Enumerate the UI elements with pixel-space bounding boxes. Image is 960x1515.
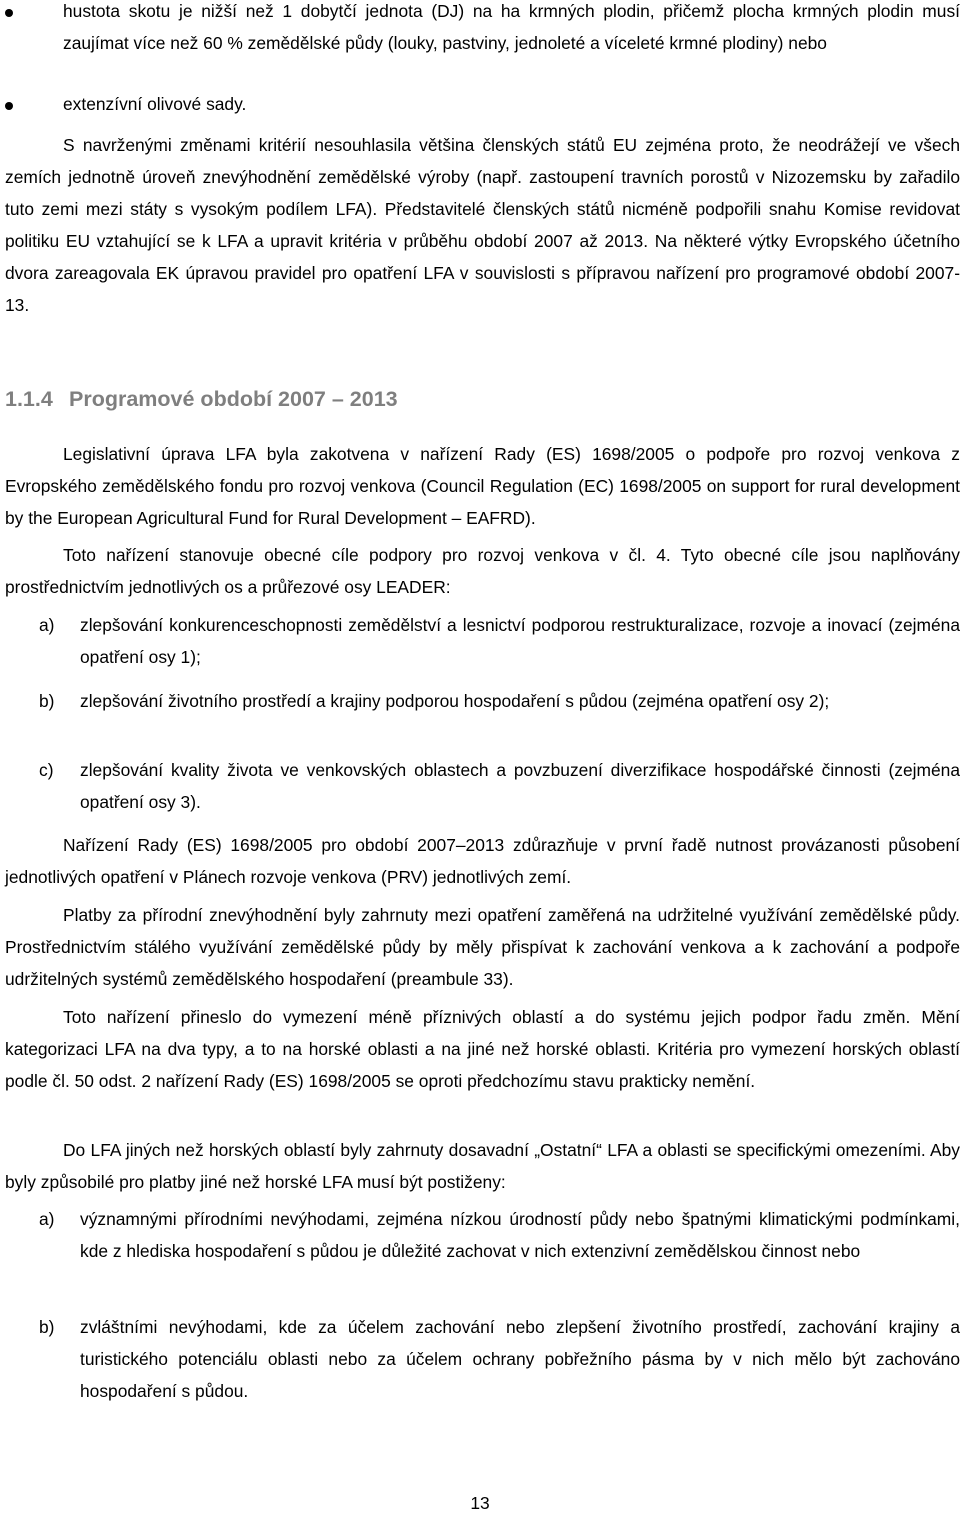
list-text: významnými přírodními nevýhodami, zejména nízkou úrodností půdy nebo špatnými klimatickými podmínkami, kde z hlediska hospodaření s půdou je důležité zachovat v nich extenzivní zemědělskou činnost nebo [80,1209,960,1261]
list-marker: b) [39,691,55,711]
list-text: zlepšování kvality života ve venkovských oblastech a povzbuzení diverzifikace hospodářské činnosti (zejména opatření osy 3). [80,760,960,812]
list-text: zlepšování konkurenceschopnosti zemědělství a lesnictví podporou restrukturalizace, rozvoje a inovací (zejména opatření osy 1); [80,615,960,667]
bullet-text: hustota skotu je nižší než 1 dobytčí jednota (DJ) na ha krmných plodin, přičemž plocha krmných plodin musí zaujímat více než 60 % zemědělské půdy (louky, pastviny, jednoleté a víceleté krmné plodiny) nebo [63,1,960,53]
section-number: 1.1.4 [5,387,53,411]
bullet-dot-icon [5,102,13,110]
paragraph-payments: Platby za přírodní znevýhodnění byly zahrnuty mezi opatření zaměřená na udržitelné využívání zemědělské půdy. Prostřednictvím stálého využívání zemědělské půdy by měly přispívat k zachování venkova a k zachování a podpoře udržitelných systémů zemědělského hospodaření (preambule 33). [5,905,960,989]
paragraph-emphasis: Nařízení Rady (ES) 1698/2005 pro období 2007–2013 zdůrazňuje v první řadě nutnost provázanosti působení jednotlivých opatření v Plánech rozvoje venkova (PRV) jednotlivých zemí. [5,835,960,887]
paragraph-intro: S navrženými změnami kritérií nesouhlasila většina členských států EU zejména proto, že neodrážejí ve všech zemích jednotně úroveň znevýhodnění zemědělské výroby (např. zastoupení travních porostů v Nizozemsku by zařadilo tuto zemi mezi státy s vysokým podílem LFA). Představitelé členských států nicméně podpořili snahu Komise revidovat politiku EU vztahující se k LFA a upravit kritéria v průběhu období 2007 až 2013. Na některé výtky Evropského účetního dvora zareagovala EK úpravou pravidel pro opatření LFA v souvislosti s přípravou nařízení pro programové období 2007-13. [5,135,960,315]
list-text: zvláštními nevýhodami, kde za účelem zachování nebo zlepšení životního prostředí, zachování krajiny a turistického potenciálu oblasti nebo za účelem ochrany pobřežního pásma by v nich mělo být zachováno hospodaření s půdou. [80,1317,960,1401]
list-marker: a) [39,615,55,635]
paragraph-other-lfa: Do LFA jiných než horských oblastí byly zahrnuty dosavadní „Ostatní“ LFA a oblasti se specifickými omezeními. Aby byly způsobilé pro platby jiné než horské LFA musí být postiženy: [5,1140,960,1192]
bullet-dot-icon [5,9,13,17]
list-marker: a) [39,1209,55,1229]
list-text: zlepšování životního prostředí a krajiny podporou hospodaření s půdou (zejména opatření osy 2); [80,691,830,711]
section-heading [5,383,398,415]
page-number: 13 [470,1493,490,1513]
paragraph-definition: Toto nařízení přineslo do vymezení méně příznivých oblastí a do systému jejich podpor řadu změn. Mění kategorizaci LFA na dva typy, a to na horské oblasti a na jiné než horské oblasti. Kritéria pro vymezení horských oblastí podle čl. 50 odst. 2 nařízení Rady (ES) 1698/2005 se oproti předchozímu stavu prakticky nemění. [5,1007,960,1091]
list-marker: b) [39,1317,55,1337]
section-title: Programové období 2007 – 2013 [69,387,398,411]
bullet-text: extenzívní olivové sady. [63,94,247,114]
paragraph-goals: Toto nařízení stanovuje obecné cíle podpory pro rozvoj venkova v čl. 4. Tyto obecné cíle jsou naplňovány prostřednictvím jednotlivých os a průřezové osy LEADER: [5,545,960,597]
list-marker: c) [39,760,54,780]
paragraph-legislation: Legislativní úprava LFA byla zakotvena v nařízení Rady (ES) 1698/2005 o podpoře pro rozvoj venkova z Evropského zemědělského fondu pro rozvoj venkova (Council Regulation (EC) 1698/2005 on support for rural development by the European Agricultural Fund for Rural Development – EAFRD). [5,444,960,528]
